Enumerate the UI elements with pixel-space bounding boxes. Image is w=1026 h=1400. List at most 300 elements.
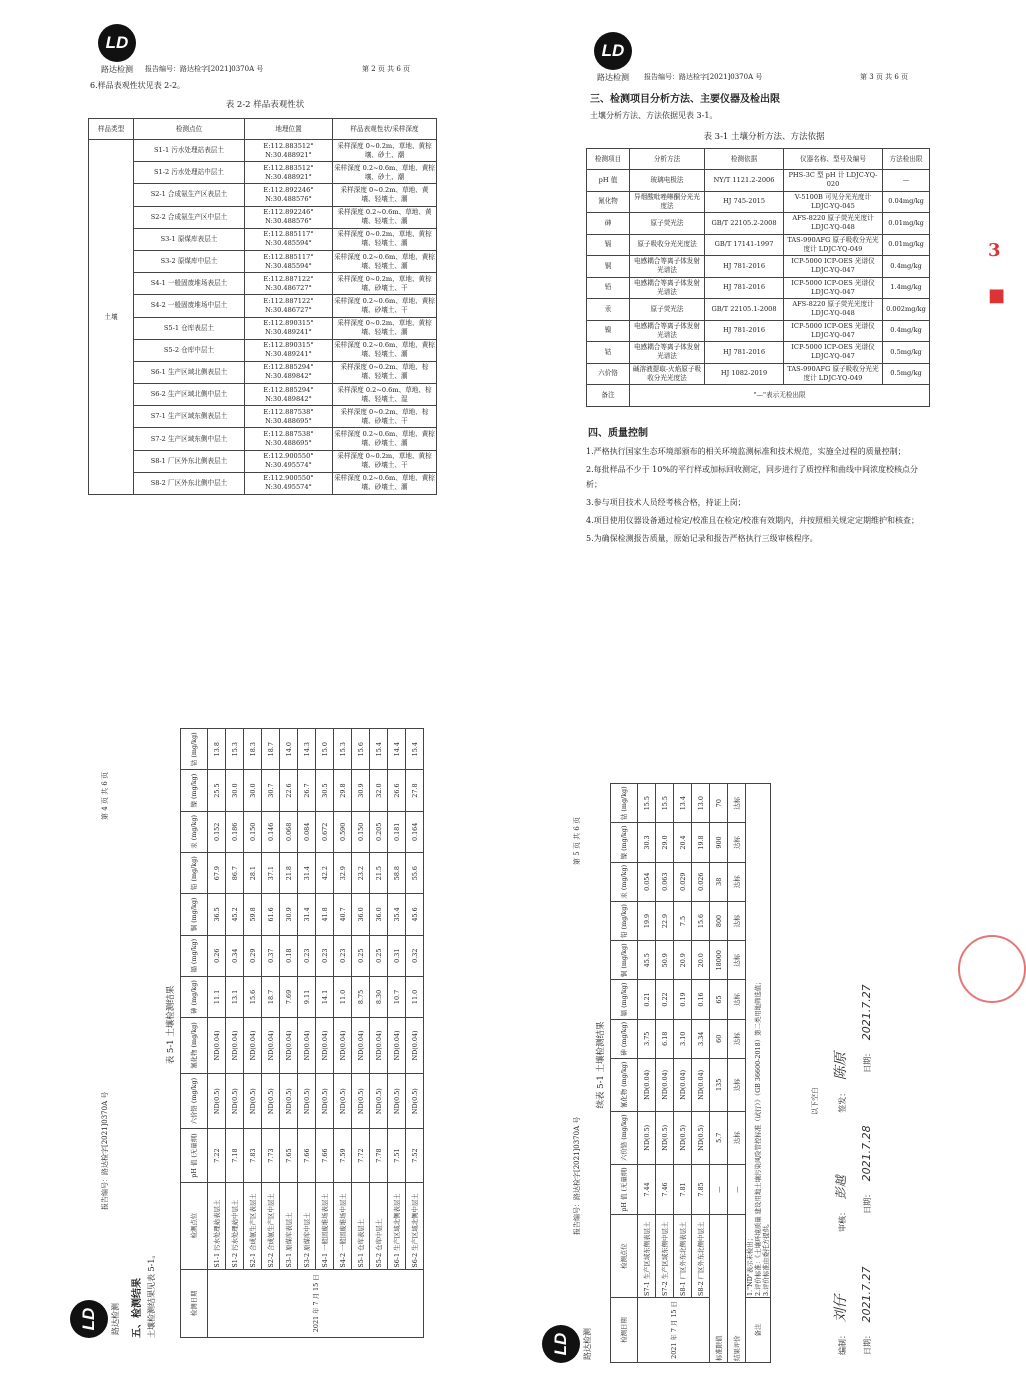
table-cell: S3-1 原煤库表层土 — [134, 228, 245, 250]
table-cell: ND(0.04) — [316, 1018, 334, 1074]
table-cell: 42.2 — [316, 852, 334, 893]
table-cell: 50.9 — [656, 941, 674, 980]
table-cell: 26.7 — [298, 770, 316, 811]
table-cell: 0.026 — [692, 862, 710, 901]
table-cell: 7.69 — [280, 976, 298, 1017]
table-cell: ICP-5000 ICP-OES 光谱仪 LDJC-YQ-047 — [784, 320, 883, 342]
table-cell: 原子荧光法 — [630, 213, 705, 235]
table-cell: 36.0 — [370, 894, 388, 935]
date-cell: 2021 年 7 月 15 日 — [638, 1297, 710, 1362]
table-cell: ICP-5000 ICP-OES 光谱仪 LDJC-YQ-047 — [784, 277, 883, 299]
table-cell: 0.04mg/kg — [883, 191, 930, 213]
table-cell: HJ 781-2016 — [705, 256, 784, 278]
table-cell: 58.8 — [388, 852, 406, 893]
table-cell: 0.150 — [352, 811, 370, 852]
table-cell: 电感耦合等离子体发射光谱法 — [630, 256, 705, 278]
table-cell: 电感耦合等离子体发射光谱法 — [630, 277, 705, 299]
table-cell: 55.6 — [406, 852, 424, 893]
table-row — [587, 234, 930, 256]
table-cell: 32.0 — [370, 770, 388, 811]
table-cell: 30.0 — [226, 770, 244, 811]
column-header: pH 值 (无量纲) — [611, 1164, 638, 1215]
table-cell: 7.65 — [280, 1129, 298, 1182]
table-cell: 11.0 — [334, 976, 352, 1017]
company-logo: LD 路达检测 — [70, 1300, 121, 1338]
table-cell: S4-2 一般固废堆场中层土 — [334, 1182, 352, 1269]
table-row — [89, 361, 437, 383]
page-number: 第 5 页 共 6 页 — [573, 816, 581, 865]
table-cell: ND(0.04) — [638, 1058, 656, 1111]
table-cell: S1-1 污水处理站表层土 — [134, 140, 245, 162]
table-cell: pH 值 — [587, 170, 630, 192]
column-header: 铜 (mg/kg) — [611, 941, 638, 980]
table-cell: 15.3 — [334, 729, 352, 770]
table-cell: 采样深度 0.2~0.6m、草地、黄棕壤、轻壤土、潮 — [333, 250, 437, 272]
table-cell: 7.66 — [316, 1129, 334, 1182]
table-cell: 0.186 — [226, 811, 244, 852]
column-header: 镉 (mg/kg) — [611, 980, 638, 1019]
table-cell: 玻璃电极法 — [630, 170, 705, 192]
table-cell: 7.85 — [692, 1164, 710, 1215]
table-cell: 采样深度 0.2~0.6m、草地、黄棕壤、砂土、潮 — [333, 162, 437, 184]
table-cell: 8.30 — [370, 976, 388, 1017]
table-cell: 15.3 — [226, 729, 244, 770]
page-5 — [530, 745, 910, 1375]
table-cell: 0.25 — [370, 935, 388, 976]
review-date: 2021.7.28 — [860, 1125, 873, 1182]
table-cell: 135 — [710, 1058, 728, 1111]
table-cell: 30.9 — [280, 894, 298, 935]
table-cell: 30.7 — [262, 770, 280, 811]
table-row — [334, 729, 352, 1338]
table-cell: 0.31 — [388, 935, 406, 976]
remark-note: 2.评价标准：《土壤环境质量 建设用地土壤污染风险管控标准（试行）》（GB 36600-2018）第二类用地筛选值； — [754, 978, 762, 1296]
table-cell: S4-2 一般固废堆场中层土 — [134, 295, 245, 317]
table-cell: ND(0.5) — [352, 1073, 370, 1129]
table-row — [89, 472, 437, 494]
table-cell: S5-1 仓库表层土 — [134, 317, 245, 339]
table-cell: 0.18 — [280, 935, 298, 976]
column-header: 砷 (mg/kg) — [181, 976, 208, 1017]
report-number: 报告编号：路达检字[2021]0370A 号 — [573, 1116, 581, 1235]
table-cell: 采样深度 0.2~0.6m、草地、黄棕壤、轻壤土、潮 — [333, 339, 437, 361]
table-cell: ND(0.04) — [352, 1018, 370, 1074]
page-4-rotated-content — [70, 710, 419, 1340]
column-header: 汞 (mg/kg) — [181, 811, 208, 852]
table-cell: S2-1 合成氨生产区表层土 — [244, 1182, 262, 1269]
table-cell: S3-2 原煤库中层土 — [298, 1182, 316, 1269]
approve-date: 2021.7.27 — [860, 984, 873, 1041]
quality-control-item: 2.每批样品不少于 10%的平行样或加标回收测定，同步进行了质控样和曲线中间浓度校核点分析； — [586, 465, 918, 489]
table-cell: S7-2 生产区域东侧中层土 — [656, 1215, 674, 1298]
table-cell: S7-1 生产区域东侧表层土 — [638, 1215, 656, 1298]
table-cell: 60 — [710, 1019, 728, 1058]
table-row — [587, 299, 930, 321]
table-cell: 0.068 — [280, 811, 298, 852]
table-cell: 7.5 — [674, 901, 692, 940]
table-cell: 86.7 — [226, 852, 244, 893]
table-cell: 0.084 — [298, 811, 316, 852]
column-header: 检测日期 — [181, 1269, 208, 1337]
quality-control-item: 5.为确保检测报告质量，原始记录和报告严格执行三级审核程序。 — [586, 534, 818, 543]
table-cell: E:112.885294° N:30.489842° — [245, 361, 333, 383]
table-cell: S6-2 生产区域北侧中层土 — [406, 1182, 424, 1269]
table-row — [89, 228, 437, 250]
table-row — [587, 320, 930, 342]
quality-control-item: 4.项目使用仪器设备通过检定/校准且在检定/校准有效期内，并按照相关规定定期维护和核查； — [586, 516, 920, 525]
table-row — [208, 729, 226, 1338]
table-cell: 0.002mg/kg — [883, 299, 930, 321]
table-cell: ND(0.04) — [656, 1058, 674, 1111]
table-cell: NY/T 1121.2-2006 — [705, 170, 784, 192]
table-cell: 0.152 — [208, 811, 226, 852]
table-cell: E:112.890315° N:30.489241° — [245, 339, 333, 361]
column-header: 检测点位 — [181, 1182, 208, 1269]
table-cell: 45.6 — [406, 894, 424, 935]
blank-below: 以下空白 — [811, 1087, 819, 1115]
table-row — [674, 784, 692, 1363]
sample-type-cell: 土壤 — [89, 140, 134, 495]
table-cell: 3.34 — [692, 1019, 710, 1058]
table-row — [89, 428, 437, 450]
column-header: pH 值 (无量纲) — [181, 1129, 208, 1182]
table-cell: PHS-3C 型 pH 计 LDJC-YQ-020 — [784, 170, 883, 192]
table-cell: 15.4 — [406, 729, 424, 770]
table-cell: 7.73 — [262, 1129, 280, 1182]
intro-text: 土壤检测结果见表 5-1。 — [147, 1250, 156, 1338]
table-row — [244, 729, 262, 1338]
table-cell: 达标 — [728, 823, 746, 862]
table-cell: ND(0.04) — [406, 1018, 424, 1074]
table-row — [89, 250, 437, 272]
company-logo: LD 路达检测 — [594, 32, 632, 83]
table-cell: 30.3 — [638, 823, 656, 862]
table-cell: 采样深度 0~0.2m、草地、黄棕壤、轻壤土、潮 — [333, 228, 437, 250]
table-cell: 27.8 — [406, 770, 424, 811]
soil-result-table — [180, 728, 424, 1338]
table-cell: 0.23 — [298, 935, 316, 976]
table-row — [638, 784, 656, 1363]
table-cell: 22.9 — [656, 901, 674, 940]
table-cell: 汞 — [587, 299, 630, 321]
table-cell: E:112.890315° N:30.489241° — [245, 317, 333, 339]
table-cell: 3.10 — [674, 1019, 692, 1058]
table-cell: E:112.885294° N:30.489842° — [245, 384, 333, 406]
table-cell: 0.01mg/kg — [883, 213, 930, 235]
column-header: 镉 (mg/kg) — [181, 935, 208, 976]
table-cell: S5-2 仓库中层土 — [134, 339, 245, 361]
table-cell: ND(0.5) — [334, 1073, 352, 1129]
table-cell: 7.46 — [656, 1164, 674, 1215]
table-cell: 0.054 — [638, 862, 656, 901]
table-row — [89, 295, 437, 317]
table-cell: 0.19 — [674, 980, 692, 1019]
report-number: 报告编号：路达检字[2021]0370A 号 — [644, 73, 763, 81]
page-number: 第 4 页 共 6 页 — [101, 771, 109, 820]
table-cell: 10.7 — [388, 976, 406, 1017]
table-cell: 30.9 — [352, 770, 370, 811]
table-cell: 采样深度 0~0.2m、草地、黄棕壤、砂壤土、干 — [333, 273, 437, 295]
table-cell: 35.4 — [388, 894, 406, 935]
table-cell: 氰化物 — [587, 191, 630, 213]
table-cell: 19.8 — [692, 823, 710, 862]
table-cell: 达标 — [728, 1058, 746, 1111]
table-cell: 6.18 — [656, 1019, 674, 1058]
table-row — [692, 784, 710, 1363]
table-cell: 31.4 — [298, 852, 316, 893]
table-cell: 0.32 — [406, 935, 424, 976]
table-cell: 8.75 — [352, 976, 370, 1017]
table-cell: 800 — [710, 901, 728, 940]
table-cell: 0.23 — [316, 935, 334, 976]
column-header: 汞 (mg/kg) — [611, 862, 638, 901]
remark-label: 备注 — [746, 1297, 771, 1362]
table-cell: E:112.885117° N:30.485594° — [245, 228, 333, 250]
table-cell: ND(0.04) — [226, 1018, 244, 1074]
table-cell: 37.1 — [262, 852, 280, 893]
table-cell: V-5100B 可见分光光度计 LDJC-YQ-045 — [784, 191, 883, 213]
table-row — [587, 191, 930, 213]
table-cell: 14.1 — [316, 976, 334, 1017]
table-caption: 表 2-2 样品表观性状 — [225, 100, 305, 110]
table-row — [89, 206, 437, 228]
column-header: 氰化物 (mg/kg) — [181, 1018, 208, 1074]
table-cell: 11.0 — [406, 976, 424, 1017]
table-cell: 0.23 — [334, 935, 352, 976]
table-cell: 0.22 — [656, 980, 674, 1019]
table-cell: ND(0.5) — [316, 1073, 334, 1129]
table-cell: S6-1 生产区域北侧表层土 — [134, 361, 245, 383]
table-cell: ND(0.5) — [638, 1111, 656, 1164]
table-row — [89, 273, 437, 295]
table-cell: S5-2 仓库中层土 — [370, 1182, 388, 1269]
column-header: 镍 (mg/kg) — [611, 823, 638, 862]
table-cell: 29.0 — [656, 823, 674, 862]
table-cell: S1-2 污水处理站中层土 — [226, 1182, 244, 1269]
table-cell: 7.81 — [674, 1164, 692, 1215]
table-cell: S7-2 生产区域东侧中层土 — [134, 428, 245, 450]
table-cell: S4-1 一般固废堆场表层土 — [316, 1182, 334, 1269]
table-cell: 45.5 — [638, 941, 656, 980]
table-cell: 25.5 — [208, 770, 226, 811]
table-row — [587, 213, 930, 235]
table-cell: 镍 — [587, 320, 630, 342]
table-cell: 5.7 — [710, 1111, 728, 1164]
table-cell: 采样深度 0~0.2m、草地、棕壤、砂壤土、干 — [333, 406, 437, 428]
red-stamp-fragment: 3 — [988, 240, 1001, 261]
table-cell: 0.5mg/kg — [883, 342, 930, 364]
table-cell: 原子荧光法 — [630, 299, 705, 321]
table-row — [587, 277, 930, 299]
table-cell: GB/T 22105.2-2008 — [705, 213, 784, 235]
table-row — [89, 184, 437, 206]
table-cell: 0.16 — [692, 980, 710, 1019]
table-cell: S7-1 生产区域东侧表层土 — [134, 406, 245, 428]
table-cell: E:112.887122° N:30.486727° — [245, 273, 333, 295]
section-5-title: 五、检测结果 — [132, 1278, 143, 1338]
table-cell: 13.4 — [674, 784, 692, 823]
page-4 — [50, 690, 420, 1370]
table-cell: 达标 — [728, 862, 746, 901]
table-caption: 表 5-1 土壤检测结果 — [166, 985, 176, 1065]
table-cell: 电感耦合等离子体发射光谱法 — [630, 320, 705, 342]
remark-row — [746, 784, 771, 1363]
table-cell: 0.590 — [334, 811, 352, 852]
table-cell: 7.78 — [370, 1129, 388, 1182]
table-cell: S4-1 一般固废堆场表层土 — [134, 273, 245, 295]
section-4-title: 四、质量控制 — [588, 428, 648, 439]
table-cell: 38 — [710, 862, 728, 901]
column-header: 砷 (mg/kg) — [611, 1019, 638, 1058]
table-caption: 表 3-1 土壤分析方法、方法依据 — [703, 132, 825, 142]
table-cell: ND(0.5) — [280, 1073, 298, 1129]
table-row — [587, 170, 930, 192]
table-cell: E:112.887122° N:30.486727° — [245, 295, 333, 317]
table-cell: 36.0 — [352, 894, 370, 935]
page-5-rotated-content — [542, 765, 902, 1365]
table-cell: 20.0 — [692, 941, 710, 980]
table-cell: 7.59 — [334, 1129, 352, 1182]
table-cell: TAS-990AFG 原子吸收分光光度计 LDJC-YQ-049 — [784, 363, 883, 385]
table-cell: ND(0.5) — [244, 1073, 262, 1129]
table-cell: 原子吸收分光光度法 — [630, 234, 705, 256]
table-cell: 7.52 — [406, 1129, 424, 1182]
table-cell: ND(0.5) — [226, 1073, 244, 1129]
table-cell: 电感耦合等离子体发射光谱法 — [630, 342, 705, 364]
table-cell: 0.29 — [244, 935, 262, 976]
table-cell: 15.0 — [316, 729, 334, 770]
table-cell: 采样深度 0~0.2m、草地、黄棕壤、砂壤土、干 — [333, 450, 437, 472]
table-row — [226, 729, 244, 1338]
table-cell: — — [710, 1164, 728, 1215]
table-cell: S2-2 合成氨生产区中层土 — [134, 206, 245, 228]
table-cell: 0.26 — [208, 935, 226, 976]
table-cell: 14.0 — [280, 729, 298, 770]
table-cell: 22.6 — [280, 770, 298, 811]
table-cell: E:112.887538° N:30.488695° — [245, 406, 333, 428]
table-cell: 20.9 — [674, 941, 692, 980]
table-cell: ND(0.5) — [692, 1111, 710, 1164]
table-cell: ND(0.5) — [262, 1073, 280, 1129]
table-row — [89, 140, 437, 162]
quality-control-item: 3.参与项目技术人员经考核合格，持证上岗； — [586, 498, 746, 507]
table-cell: 标准限值 — [710, 1215, 728, 1363]
table-cell: 28.1 — [244, 852, 262, 893]
table-row — [89, 450, 437, 472]
table-cell: 钴 — [587, 342, 630, 364]
remark-note: 3.评价标准由委托方提供。 — [762, 1219, 770, 1296]
table-cell: 采样深度 0.2~0.6m、草地、黄壤、轻壤土、潮 — [333, 206, 437, 228]
table-cell: S8-2 厂区外东北侧中层土 — [692, 1215, 710, 1298]
table-cell: 采样深度 0~0.2m、草地、黄棕壤、轻壤土、潮 — [333, 317, 437, 339]
table-cell: 30.5 — [316, 770, 334, 811]
table-cell: 30.0 — [244, 770, 262, 811]
table-row — [89, 406, 437, 428]
table-cell: 采样深度 0~0.2m、草地、棕壤、轻壤土、潮 — [333, 361, 437, 383]
remark-label: 备注 — [587, 385, 630, 407]
table-cell: 0.25 — [352, 935, 370, 976]
table-cell: AFS-8220 原子荧光光度计 LDJC-YQ-048 — [784, 299, 883, 321]
table-cell: E:112.883512° N:30.488921° — [245, 162, 333, 184]
table-cell: S3-2 原煤库中层土 — [134, 250, 245, 272]
table-cell: 1.4mg/kg — [883, 277, 930, 299]
table-cell: 19.9 — [638, 901, 656, 940]
table-cell: E:112.892246° N:30.488576° — [245, 184, 333, 206]
table-cell: HJ 781-2016 — [705, 342, 784, 364]
table-cell: S2-1 合成氨生产区表层土 — [134, 184, 245, 206]
table-cell: 18.7 — [262, 976, 280, 1017]
table-cell: 18000 — [710, 941, 728, 980]
page-2 — [70, 20, 460, 520]
table-cell: E:112.887538° N:30.488695° — [245, 428, 333, 450]
reviewer-signature: 彭越 — [834, 1175, 848, 1200]
table-cell: 7.51 — [388, 1129, 406, 1182]
table-cell: 碱溶液提取-火焰原子吸收分光光度法 — [630, 363, 705, 385]
table-cell: 达标 — [728, 784, 746, 823]
table-cell: ND(0.04) — [388, 1018, 406, 1074]
table-cell: 结果评价 — [728, 1215, 746, 1363]
remark-note: 1."ND"表示未检出； — [746, 1234, 754, 1296]
table-row — [262, 729, 280, 1338]
table-cell: S5-1 仓库表层土 — [352, 1182, 370, 1269]
table-cell: S2-2 合成氨生产区中层土 — [262, 1182, 280, 1269]
red-stamp-fragment: ■ — [988, 285, 1006, 306]
intro-text: 6.样品表观性状见表 2-2。 — [90, 81, 186, 90]
table-cell: 镉 — [587, 234, 630, 256]
table-cell: 40.7 — [334, 894, 352, 935]
table-cell: 14.4 — [388, 729, 406, 770]
signature-row: 编制： 刘仔 审核： 彭越 签发： 陈原 — [833, 1052, 849, 1355]
company-logo: LD 路达检测 — [98, 24, 136, 75]
table-cell: 13.0 — [692, 784, 710, 823]
table-cell: — — [728, 1164, 746, 1215]
table-cell: 7.22 — [208, 1129, 226, 1182]
table-cell: ND(0.04) — [692, 1058, 710, 1111]
table-cell: 0.164 — [406, 811, 424, 852]
table-cell: 21.8 — [280, 852, 298, 893]
table-cell: 3.75 — [638, 1019, 656, 1058]
table-cell: ICP-5000 ICP-OES 光谱仪 LDJC-YQ-047 — [784, 256, 883, 278]
table-cell: 达标 — [728, 901, 746, 940]
table-cell: GB/T 17141-1997 — [705, 234, 784, 256]
table-row — [280, 729, 298, 1338]
table-cell: S1-1 污水处理站表层土 — [208, 1182, 226, 1269]
table-cell: 采样深度 0~0.2m、草地、黄棕壤、砂土、潮 — [333, 140, 437, 162]
table-cell: HJ 781-2016 — [705, 277, 784, 299]
column-header: 检测点位 — [611, 1215, 638, 1298]
table-cell: 18.3 — [244, 729, 262, 770]
page-number: 第 3 页 共 6 页 — [860, 73, 909, 81]
table-row — [298, 729, 316, 1338]
table-cell: 61.6 — [262, 894, 280, 935]
table-cell: 0.150 — [244, 811, 262, 852]
table-caption: 续表 5-1 土壤检测结果 — [596, 1021, 606, 1109]
table-cell: 65 — [710, 980, 728, 1019]
table-cell: 11.1 — [208, 976, 226, 1017]
approver-signature: 陈原 — [833, 1052, 849, 1081]
table-cell: GB/T 22105.1-2008 — [705, 299, 784, 321]
table-cell: 达标 — [728, 1019, 746, 1058]
table-cell: S6-1 生产区域北侧表层土 — [388, 1182, 406, 1269]
table-cell: 0.4mg/kg — [883, 320, 930, 342]
intro-text: 土壤分析方法、方法依据见表 3-1。 — [590, 111, 718, 120]
table-cell: ND(0.04) — [208, 1018, 226, 1074]
table-cell: 67.9 — [208, 852, 226, 893]
table-cell: ND(0.5) — [406, 1073, 424, 1129]
table-cell: 采样深度 0.2~0.6m、草地、棕壤、轻壤土、湿 — [333, 384, 437, 406]
soil-result-table-continued — [610, 783, 771, 1363]
table-cell: ND(0.04) — [262, 1018, 280, 1074]
